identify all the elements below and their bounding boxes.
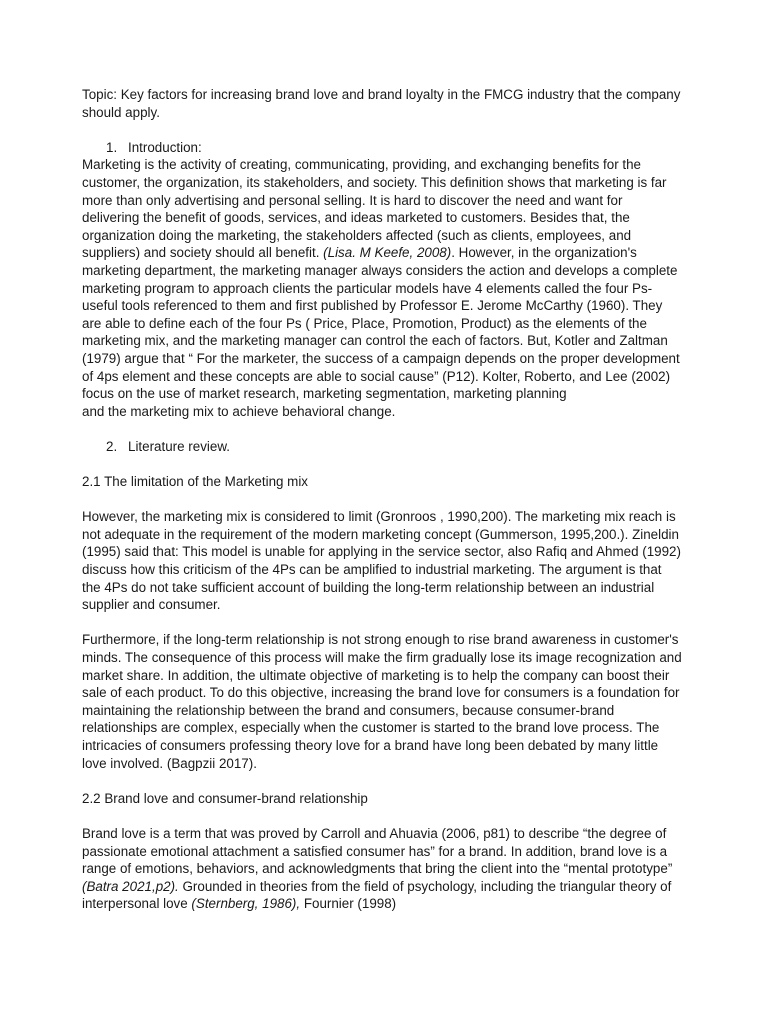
s22-text-1: Brand love is a term that was proved by Carroll and Ahuavia (2006, p81) to describe “the degree of passionate emotional attachment a satisfied consumer has” for a brand. In addition, brand love is a range of emotions, behaviors, and acknowledgments that bring the client into the “mental prototype” xyxy=(82,825,673,877)
lit-review-heading xyxy=(82,438,682,456)
s22-text-3: Fournier (1998) xyxy=(300,896,397,912)
intro-heading-text: Introduction: xyxy=(128,139,202,155)
section-2-1-heading: 2.1 The limitation of the Marketing mix xyxy=(82,474,309,490)
lit-review-number: 2. xyxy=(106,438,118,454)
section-2-1-paragraph-2: Furthermore, if the long-term relationship is not strong enough to rise brand awareness in customer's minds. The consequence of this process will make the firm gradually lose its image recognization and market share. In addition, the ultimate objective of marketing is to help the company can boost their sale of each product. To do this objective, increasing the brand love for consumers is a foundation for maintaining the relationship between the brand and consumers, because consumer-brand relationships are complex, especially when the customer is started to the brand love process. The intricacies of consumers professing theory love for a brand have long been debated by many little love involved. (Bagpzii 2017). xyxy=(82,632,682,771)
intro-paragraph xyxy=(82,156,682,402)
section-2-2-heading: 2.2 Brand love and consumer-brand relationship xyxy=(82,790,368,806)
s22-citation-2: (Sternberg, 1986), xyxy=(191,896,301,912)
intro-citation: (Lisa. M Keefe, 2008) xyxy=(323,245,452,261)
intro-text-2: . However, in the organization's marketing department, the marketing manager always considers the action and develops a complete marketing program to approach clients the particular models have 4 elements called the four Ps- useful tools referenced to them and first published by Professor E. Jerome McCarthy (1960). They are able to define each of the four Ps ( Price, Place, Promotion, Product) as the elements of the marketing mix, and the marketing manager can control the each of factors. But, Kotler and Zaltman (1979) argue that “ For the marketer, the success of a campaign depends on the proper development of 4ps element and these concepts are able to social cause” (P12). Kolter, Roberto, and Lee (2002) focus on the use of market research, marketing segmentation, marketing planning xyxy=(82,245,680,402)
section-2-2-paragraph-1 xyxy=(82,825,682,913)
lit-review-heading-text: Literature review. xyxy=(128,438,230,454)
topic-line: Topic: Key factors for increasing brand love and brand loyalty in the FMCG industry that the company should apply. xyxy=(82,87,681,120)
section-2-1-paragraph-1: However, the marketing mix is considered to limit (Gronroos , 1990,200). The marketing mix reach is not adequate in the requirement of the modern marketing concept (Gummerson, 1995,200.). Zineldin (1995) said that: This model is unable for applying in the service sector, also Rafiq and Ahmed (1992) discuss how this criticism of the 4Ps can be amplified to industrial marketing. The argument is that the 4Ps do not take sufficient account of building the long-term relationship between an industrial supplier and consumer. xyxy=(82,509,681,613)
s22-text-2: Grounded in theories from the field of psychology, including the triangular theory of interpersonal love xyxy=(82,878,672,912)
intro-text-1: Marketing is the activity of creating, communicating, providing, and exchanging benefits for the customer, the organization, its stakeholders, and society. This definition shows that marketing is far more than only advertising and personal selling. It is hard to discover the need and want for delivering the benefit of goods, services, and ideas marketed to customers. Besides that, the organization doing the marketing, the stakeholders affected (such as clients, employees, and suppliers) and society should all benefit. xyxy=(82,157,667,261)
intro-heading xyxy=(82,139,682,157)
s22-citation-1: (Batra 2021,p2). xyxy=(82,878,179,894)
intro-paragraph-last: and the marketing mix to achieve behavioral change. xyxy=(82,403,396,419)
intro-number: 1. xyxy=(106,139,118,155)
document-body xyxy=(82,86,682,913)
